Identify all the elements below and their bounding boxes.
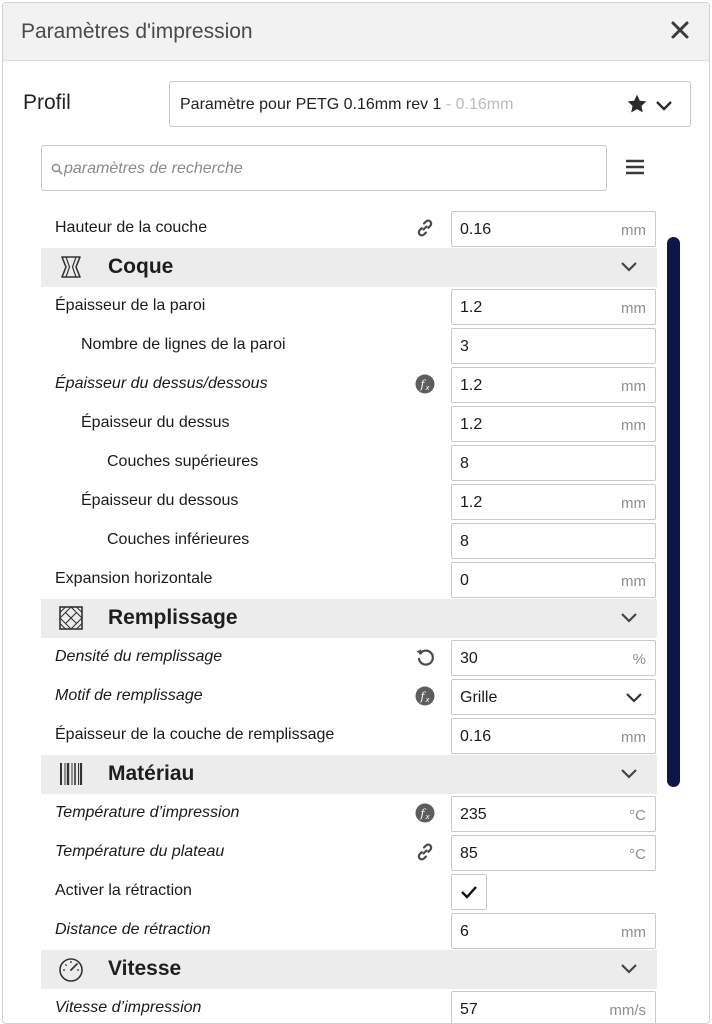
setting-row-bottom-thickness	[41, 482, 657, 521]
chevron-down-icon[interactable]	[619, 961, 639, 977]
profile-dropdown[interactable]	[169, 81, 691, 127]
infill-layer-thickness-field[interactable]	[451, 718, 656, 754]
speed-icon	[57, 955, 85, 983]
setting-row-infill-pattern	[41, 677, 657, 716]
field-value: Grille	[460, 689, 498, 706]
field-unit: %	[632, 651, 646, 668]
setting-label: Épaisseur de la couche de remplissage	[55, 726, 335, 743]
setting-row-bed-temperature	[41, 833, 657, 872]
wall-line-count-field[interactable]	[451, 328, 656, 364]
panel-title: Paramètres d'impression	[21, 20, 253, 43]
setting-label: Hauteur de la couche	[55, 219, 208, 236]
print-temperature-field[interactable]	[451, 796, 656, 832]
section-title: Matériau	[108, 762, 195, 785]
function-icon[interactable]	[415, 686, 435, 706]
link-icon[interactable]	[415, 218, 435, 238]
section-title: Vitesse	[108, 957, 182, 980]
layer-height-field[interactable]	[451, 211, 656, 247]
field-unit: mm	[621, 495, 646, 512]
field-value: 8	[460, 455, 469, 472]
section-title: Remplissage	[108, 606, 238, 629]
section-infill[interactable]	[41, 599, 657, 638]
field-unit: mm	[621, 222, 646, 239]
menu-icon[interactable]	[623, 155, 647, 179]
horizontal-expansion-field[interactable]	[451, 562, 656, 598]
star-icon[interactable]	[626, 93, 648, 115]
field-value: 85	[460, 845, 478, 862]
infill-icon	[57, 604, 85, 632]
setting-label: Température d’impression	[55, 804, 240, 821]
shell-icon	[57, 253, 85, 281]
top-bottom-thickness-field[interactable]	[451, 367, 656, 403]
bottom-thickness-field[interactable]	[451, 484, 656, 520]
retraction-distance-field[interactable]	[451, 913, 656, 949]
search-icon	[51, 163, 63, 175]
top-layers-field[interactable]	[451, 445, 656, 481]
setting-row-print-temperature	[41, 794, 657, 833]
field-unit: mm	[621, 729, 646, 746]
link-icon[interactable]	[415, 842, 435, 862]
setting-row-layer-height	[41, 209, 657, 248]
field-unit: mm	[621, 378, 646, 395]
close-icon[interactable]	[667, 17, 693, 43]
setting-label: Épaisseur de la paroi	[55, 297, 206, 314]
profile-name: Paramètre pour PETG 0.16mm rev 1	[180, 96, 442, 113]
setting-label: Épaisseur du dessus/dessous	[55, 375, 268, 392]
chevron-down-icon[interactable]	[619, 610, 639, 626]
reset-icon[interactable]	[415, 647, 435, 667]
setting-row-infill-density	[41, 638, 657, 677]
infill-density-field[interactable]	[451, 640, 656, 676]
setting-label: Température du plateau	[55, 843, 225, 860]
svg-text:f: f	[420, 807, 425, 820]
field-unit: mm	[621, 300, 646, 317]
field-value: 57	[460, 1001, 478, 1018]
setting-label: Expansion horizontale	[55, 570, 213, 587]
chevron-down-icon	[625, 690, 643, 706]
field-value: 1.2	[460, 377, 483, 394]
setting-row-print-speed	[41, 989, 657, 1024]
field-unit: mm	[621, 573, 646, 590]
section-title: Coque	[108, 255, 174, 278]
field-value: 1.2	[460, 299, 483, 316]
field-unit: °C	[629, 807, 646, 824]
field-value: 30	[460, 650, 478, 667]
section-shell[interactable]	[41, 248, 657, 287]
field-unit: mm/s	[609, 1002, 646, 1019]
setting-label: Épaisseur du dessous	[81, 492, 239, 509]
profile-suffix: - 0.16mm	[441, 96, 514, 113]
infill-pattern-select[interactable]	[451, 679, 656, 715]
setting-label: Vitesse d’impression	[55, 999, 202, 1016]
field-value: 1.2	[460, 494, 483, 511]
field-value: 6	[460, 923, 469, 940]
search-input[interactable]	[64, 156, 594, 182]
setting-row-enable-retraction	[41, 872, 657, 911]
field-value: 1.2	[460, 416, 483, 433]
bottom-layers-field[interactable]	[451, 523, 656, 559]
wall-thickness-field[interactable]	[451, 289, 656, 325]
svg-text:x: x	[425, 696, 430, 704]
setting-label: Densité du remplissage	[55, 648, 223, 665]
field-value: 0.16	[460, 221, 492, 238]
setting-row-top-bottom-thickness	[41, 365, 657, 404]
field-unit: mm	[621, 417, 646, 434]
search-box[interactable]	[41, 145, 607, 191]
field-value: 0	[460, 572, 469, 589]
section-speed[interactable]	[41, 950, 657, 989]
section-material[interactable]	[41, 755, 657, 794]
setting-label: Distance de rétraction	[55, 921, 211, 938]
material-icon	[57, 760, 85, 788]
panel-header	[3, 3, 709, 61]
bed-temperature-field[interactable]	[451, 835, 656, 871]
setting-label: Épaisseur du dessus	[81, 414, 230, 431]
setting-label: Motif de remplissage	[55, 687, 203, 704]
profile-label: Profil	[23, 91, 71, 114]
chevron-down-icon[interactable]	[619, 259, 639, 275]
svg-text:x: x	[425, 384, 430, 392]
chevron-down-icon[interactable]	[619, 766, 639, 782]
top-thickness-field[interactable]	[451, 406, 656, 442]
setting-row-bottom-layers	[41, 521, 657, 560]
print-settings-panel	[2, 2, 710, 1024]
function-icon[interactable]	[415, 803, 435, 823]
setting-label: Couches inférieures	[107, 531, 250, 548]
svg-text:f: f	[420, 378, 425, 391]
print-speed-field[interactable]	[451, 991, 656, 1024]
enable-retraction-checkbox[interactable]	[451, 874, 487, 910]
svg-text:f: f	[420, 690, 425, 703]
setting-label: Nombre de lignes de la paroi	[81, 336, 286, 353]
profile-value	[180, 96, 513, 114]
field-value: 3	[460, 338, 469, 355]
setting-label: Couches supérieures	[107, 453, 259, 470]
svg-text:x: x	[425, 813, 430, 821]
setting-row-infill-layer-thickness	[41, 716, 657, 755]
checkmark-icon	[460, 884, 478, 900]
field-value: 0.16	[460, 728, 492, 745]
field-unit: mm	[621, 924, 646, 941]
setting-row-top-thickness	[41, 404, 657, 443]
field-value: 8	[460, 533, 469, 550]
field-value: 235	[460, 806, 487, 823]
setting-row-wall-thickness	[41, 287, 657, 326]
function-icon[interactable]	[415, 374, 435, 394]
field-unit: °C	[629, 846, 646, 863]
setting-label: Activer la rétraction	[55, 882, 192, 899]
scrollbar-thumb[interactable]	[667, 237, 680, 787]
setting-row-top-layers	[41, 443, 657, 482]
setting-row-retraction-distance	[41, 911, 657, 950]
setting-row-horizontal-expansion	[41, 560, 657, 599]
chevron-down-icon[interactable]	[654, 95, 674, 115]
setting-row-wall-line-count	[41, 326, 657, 365]
